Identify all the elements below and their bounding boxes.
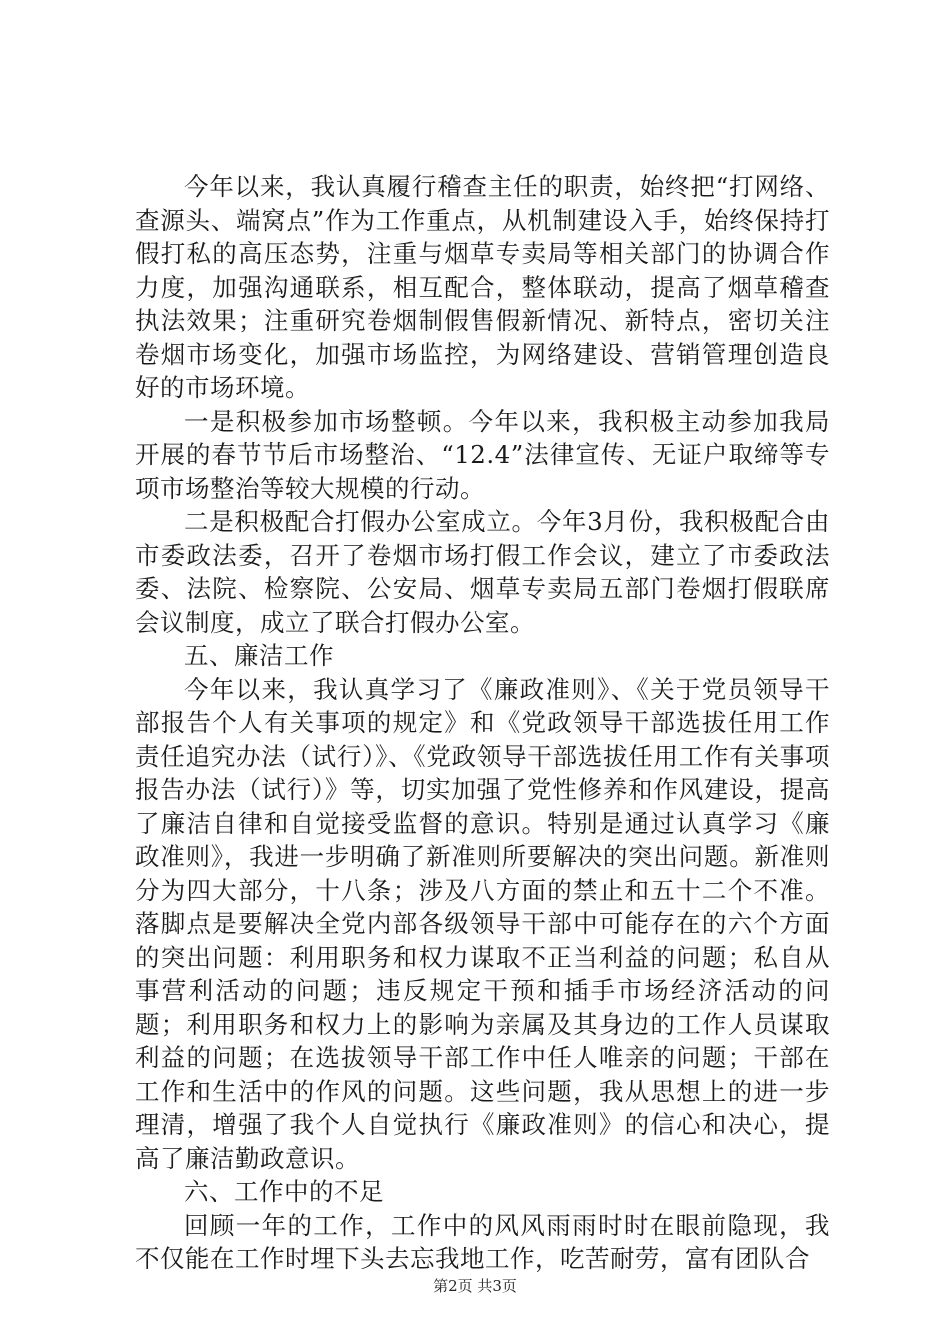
section-heading-shortcomings: 六、工作中的不足 xyxy=(184,1177,384,1206)
paragraph-intro: 今年以来，我认真履行稽查主任的职责，始终把“打网络、查源头、端窝点”作为工作重点，从机制建设入手，始终保持打假打私的高压态势，注重与烟草专卖局等相关部门的协调合作力度，加强沟通联系，相互配合，整体联动，提高了烟草稽查执法效果；注重研究卷烟制假售假新情况、新特点，密切关注卷烟市场变化，加强市场监控，为网络建设、营销管理创造良好的市场环境。 xyxy=(135,172,830,402)
paragraph-market-rectification: 一是积极参加市场整顿。今年以来，我积极主动参加我局开展的春节节后市场整治、“12.4”法律宣传、无证户取缔等专项市场整治等较大规模的行动。 xyxy=(135,406,830,503)
body-text xyxy=(135,170,830,1276)
section-heading-integrity: 五、廉洁工作 xyxy=(184,641,334,670)
paragraph-review: 回顾一年的工作，工作中的风风雨雨时时在眼前隐现，我不仅能在工作时埋下头去忘我地工作，吃苦耐劳，富有团队合 xyxy=(135,1210,830,1273)
paragraph-anti-counterfeit-office: 二是积极配合打假办公室成立。今年3月份，我积极配合由市委政法委，召开了卷烟市场打假工作会议，建立了市委政法委、法院、检察院、公安局、烟草专卖局五部门卷烟打假联席会议制度，成立了联合打假办公室。 xyxy=(135,507,830,637)
page-footer: 第2页 共3页 xyxy=(433,1277,517,1295)
paragraph-integrity-work: 今年以来，我认真学习了《廉政准则》、《关于党员领导干部报告个人有关事项的规定》和《党政领导干部选拔任用工作责任追究办法（试行）》、《党政领导干部选拔任用工作有关事项报告办法（试行）》等，切实加强了党性修养和作风建设，提高了廉洁自律和自觉接受监督的意识。特别是通过认真学习《廉政准则》，我进一步明确了新准则所要解决的突出问题。新准则分为四大部分，十八条；涉及八方面的禁止和五十二个不准。落脚点是要解决全党内部各级领导干部中可能存在的六个方面的突出问题：利用职务和权力谋取不正当利益的问题；私自从事营利活动的问题；违反规定干预和插手市场经济活动的问题；利用职务和权力上的影响为亲属及其身边的工作人员谋取利益的问题；在选拔领导干部工作中任人唯亲的问题；干部在工作和生活中的作风的问题。这些问题，我从思想上的进一步理清，增强了我个人自觉执行《廉政准则》的信心和决心，提高了廉洁勤政意识。 xyxy=(135,674,830,1173)
